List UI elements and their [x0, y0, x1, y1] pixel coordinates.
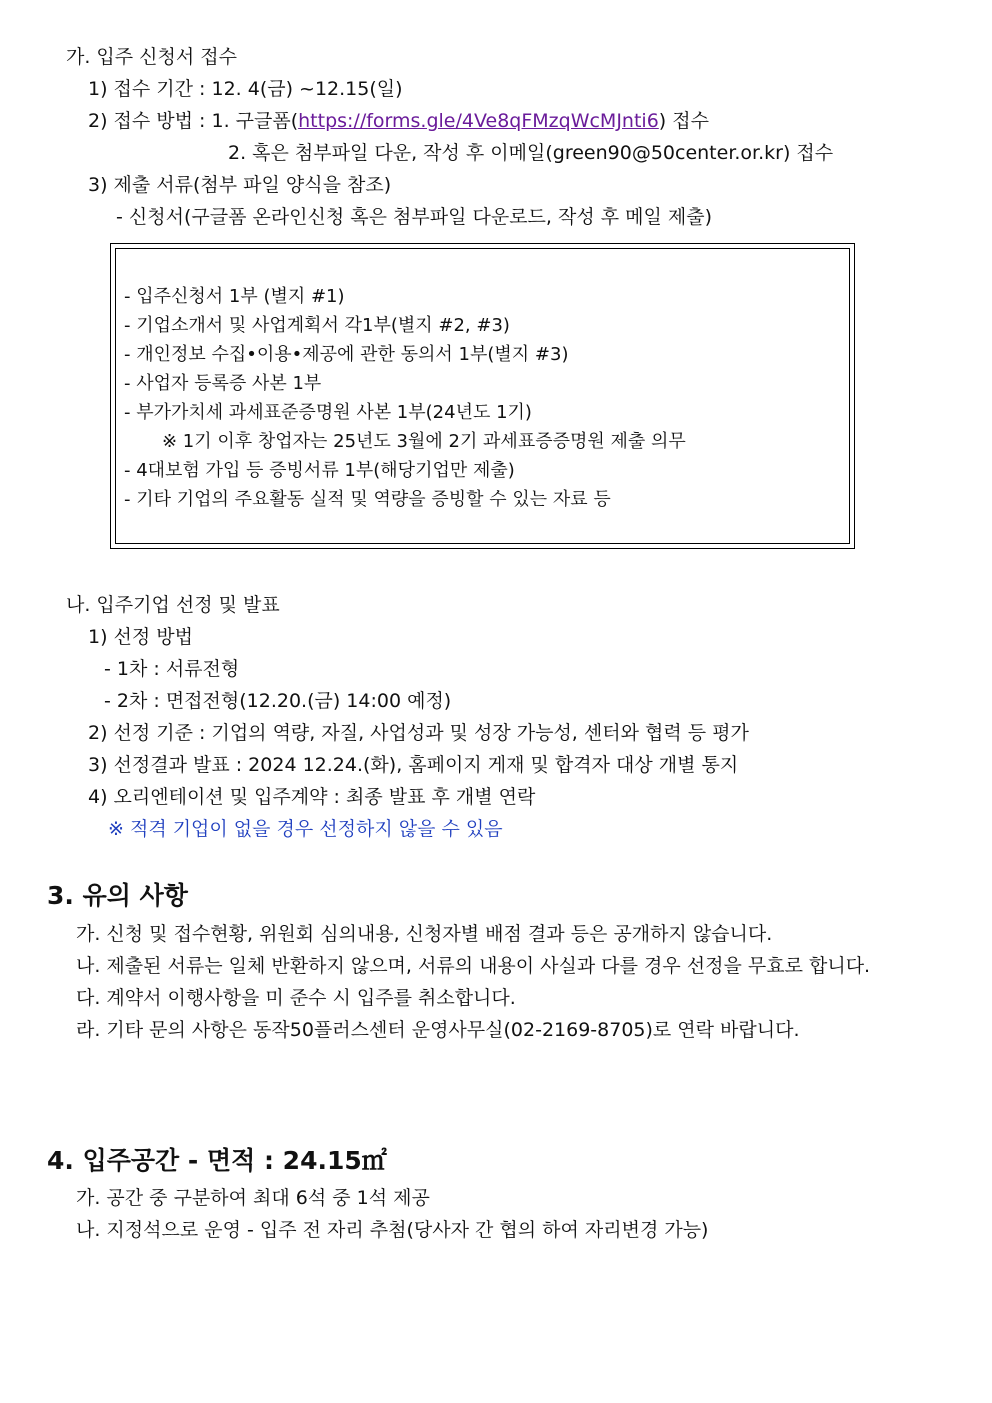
application-period: 1) 접수 기간 : 12. 4(금) ~12.15(일) — [88, 78, 403, 100]
selection-announcement: 3) 선정결과 발표 : 2024 12.24.(화), 홈페이지 게재 및 합격자 대상 개별 통지 — [88, 754, 739, 776]
submission-documents-sub: - 신청서(구글폼 온라인신청 혹은 첨부파일 다운로드, 작성 후 메일 제출) — [116, 206, 712, 228]
document-item: - 4대보험 가입 등 증빙서류 1부(해당기업만 제출) — [124, 460, 515, 481]
application-method — [88, 108, 709, 134]
document-item: - 기업소개서 및 사업계획서 각1부(별지 #2, #3) — [124, 315, 510, 336]
notice-item: 가. 신청 및 접수현황, 위원회 심의내용, 신청자별 배점 결과 등은 공개하지 않습니다. — [76, 923, 773, 945]
selection-round-2: - 2차 : 면접전형(12.20.(금) 14:00 예정) — [104, 690, 452, 712]
section-ga-title: 가. 입주 신청서 접수 — [66, 46, 237, 68]
notice-item: 라. 기타 문의 사항은 동작50플러스센터 운영사무실(02-2169-8705)로 연락 바랍니다. — [76, 1019, 800, 1041]
section-3-heading: 3. 유의 사항 — [47, 881, 188, 910]
notice-item: 나. 제출된 서류는 일체 반환하지 않으며, 서류의 내용이 사실과 다를 경우 선정을 무효로 합니다. — [76, 955, 871, 977]
notice-item: 다. 계약서 이행사항을 미 준수 시 입주를 취소합니다. — [76, 987, 516, 1009]
section-4-heading: 4. 입주공간 - 면적 : 24.15㎡ — [47, 1146, 387, 1175]
space-item: 가. 공간 중 구분하여 최대 6석 중 1석 제공 — [76, 1187, 430, 1209]
document-note: ※ 1기 이후 창업자는 25년도 3월에 2기 과세표증증명원 제출 의무 — [162, 431, 686, 452]
application-method-suffix: ) 접수 — [658, 110, 709, 132]
document-item: - 부가가치세 과세표준증명원 사본 1부(24년도 1기) — [124, 402, 532, 423]
submission-documents: 3) 제출 서류(첨부 파일 양식을 참조) — [88, 174, 392, 196]
document-item: - 사업자 등록증 사본 1부 — [124, 373, 322, 394]
documents-box — [110, 243, 855, 549]
documents-box-inner — [115, 248, 850, 544]
space-item: 나. 지정석으로 운영 - 입주 전 자리 추첨(당사자 간 협의 하여 자리변경 가능) — [76, 1219, 709, 1241]
selection-criteria: 2) 선정 기준 : 기업의 역량, 자질, 사업성과 및 성장 가능성, 센터와 협력 등 평가 — [88, 722, 749, 744]
document-item: - 입주신청서 1부 (별지 #1) — [124, 286, 345, 307]
selection-method: 1) 선정 방법 — [88, 626, 193, 648]
document-item: - 기타 기업의 주요활동 실적 및 역량을 증빙할 수 있는 자료 등 — [124, 489, 611, 510]
selection-round-1: - 1차 : 서류전형 — [104, 658, 240, 680]
application-method-email: 2. 혹은 첨부파일 다운, 작성 후 이메일(green90@50center.or.kr) 접수 — [228, 142, 834, 164]
orientation-contract: 4) 오리엔테이션 및 입주계약 : 최종 발표 후 개별 연락 — [88, 786, 536, 808]
document-item: - 개인정보 수집•이용•제공에 관한 동의서 1부(별지 #3) — [124, 344, 569, 365]
google-form-link[interactable]: https://forms.gle/4Ve8qFMzqWcMJnti6 — [298, 110, 659, 132]
selection-note: ※ 적격 기업이 없을 경우 선정하지 않을 수 있음 — [108, 818, 503, 840]
application-method-prefix: 2) 접수 방법 : 1. 구글폼( — [88, 110, 299, 132]
section-na-title: 나. 입주기업 선정 및 발표 — [66, 594, 280, 616]
